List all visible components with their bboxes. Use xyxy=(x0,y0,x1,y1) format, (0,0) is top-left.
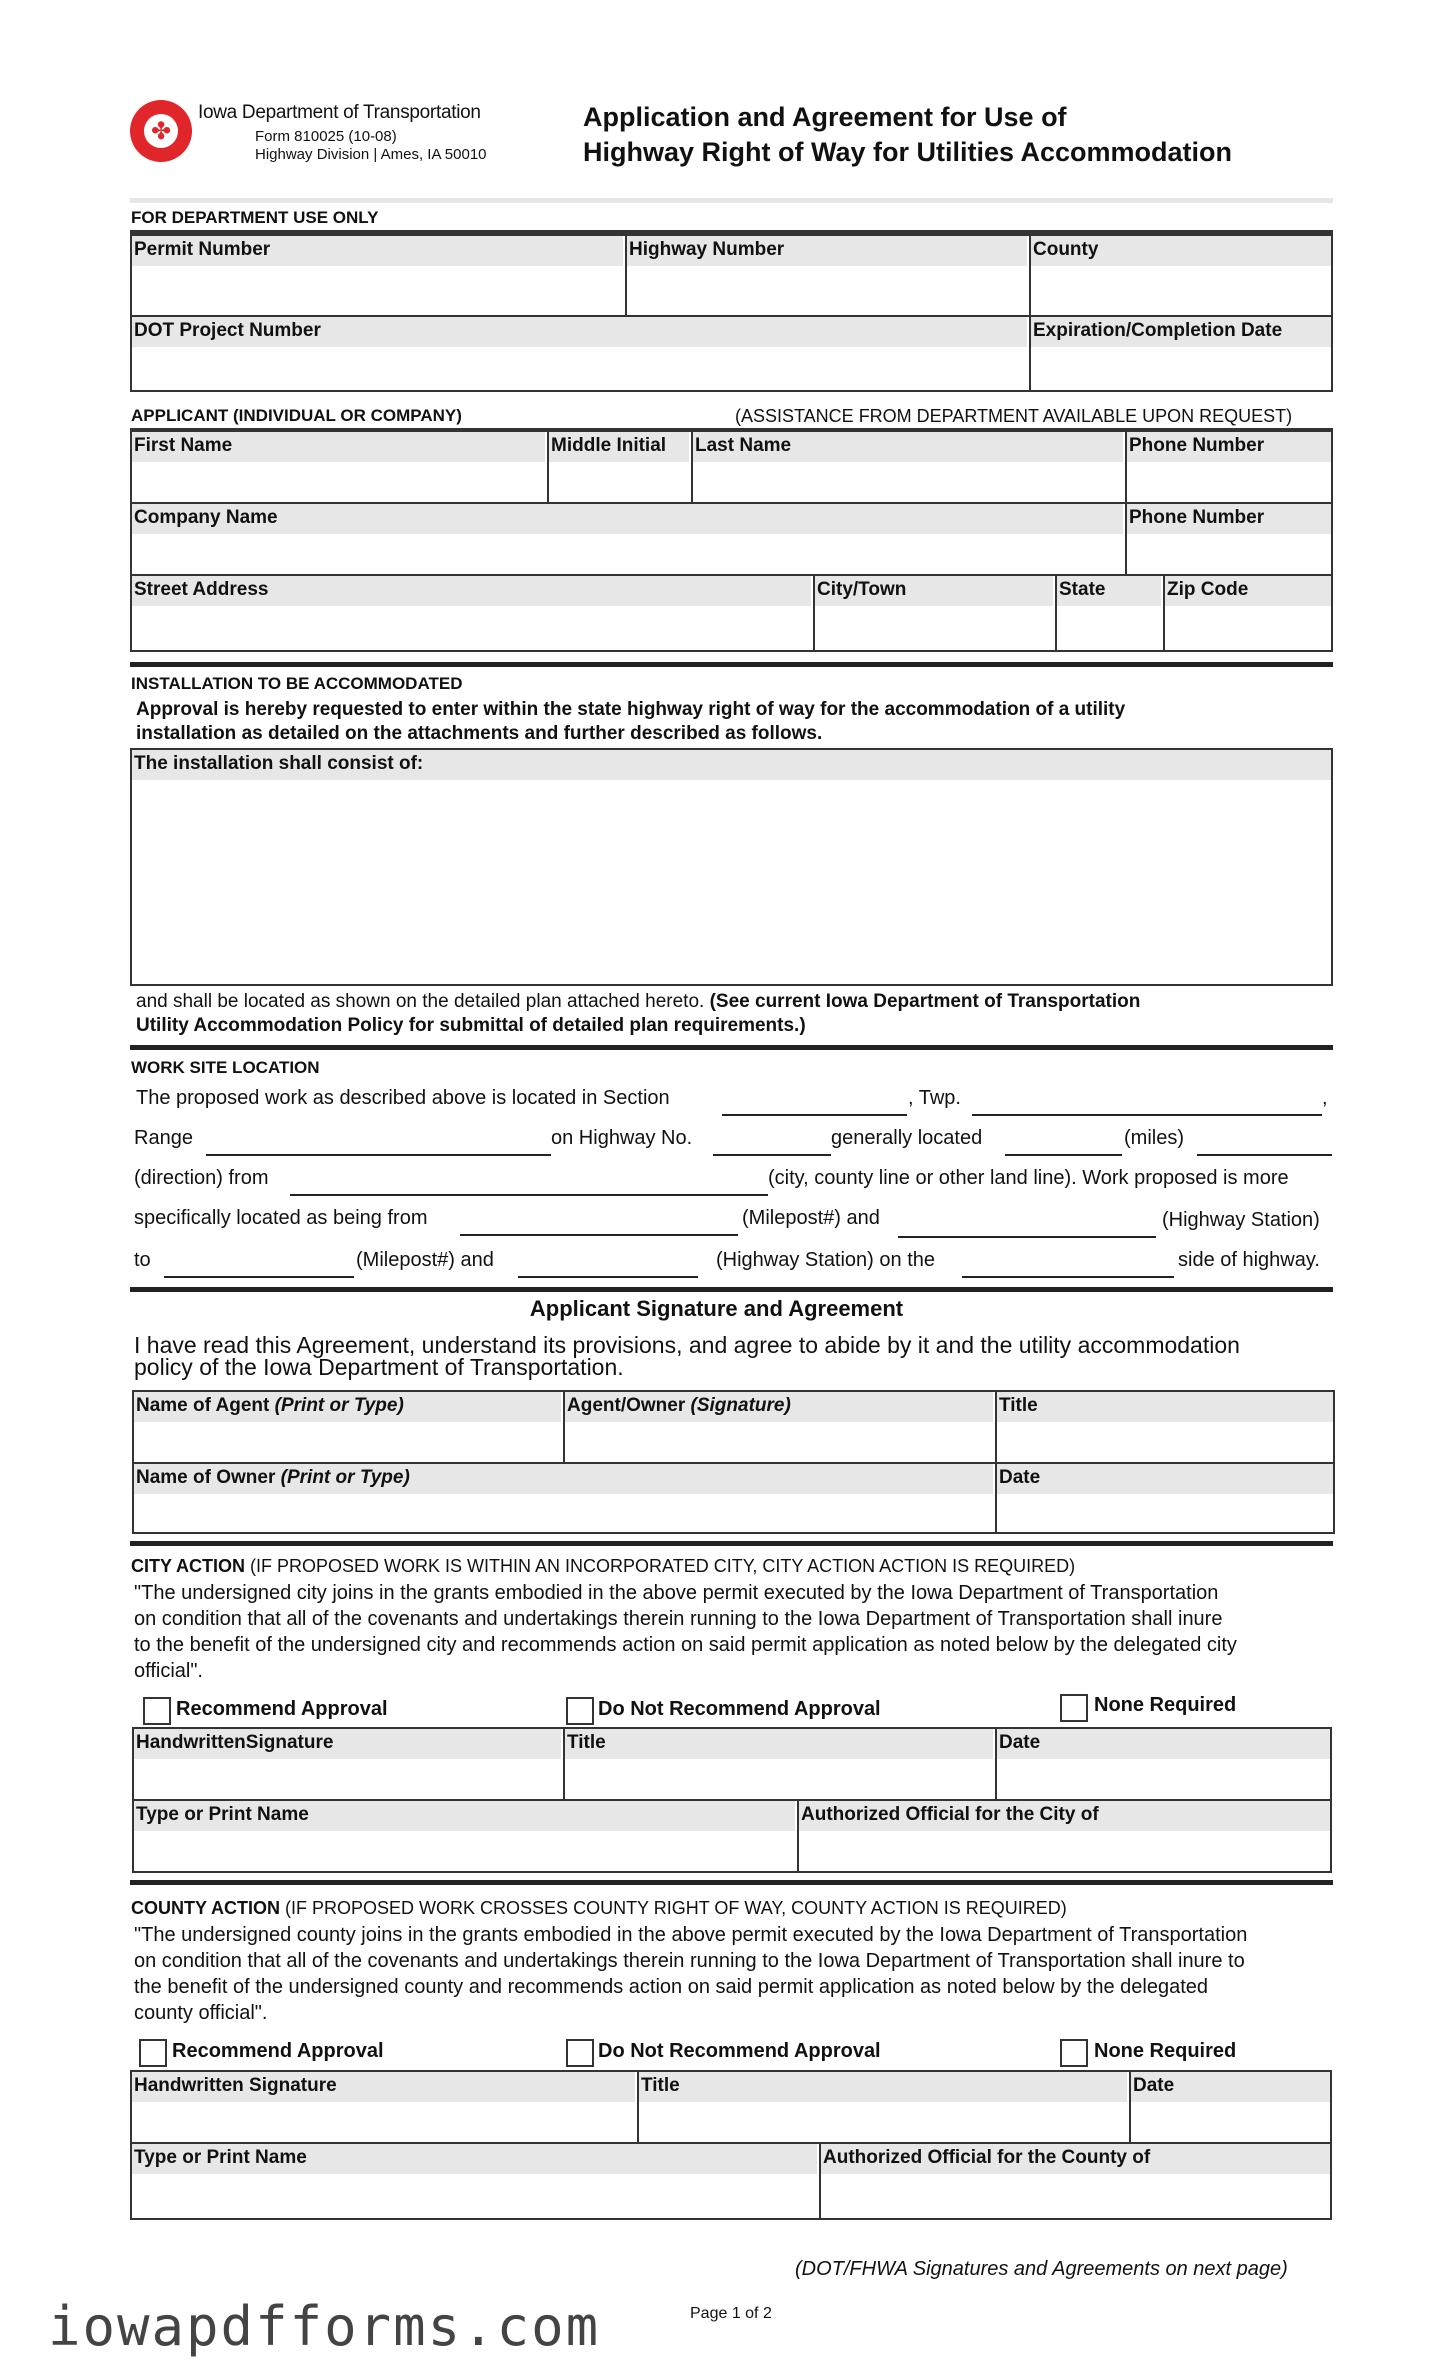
owner-name-label xyxy=(134,1464,993,1494)
county-field[interactable] xyxy=(1031,266,1331,314)
section-rule xyxy=(130,1541,1333,1546)
direction-input[interactable] xyxy=(1197,1154,1332,1156)
first-name-field[interactable] xyxy=(132,462,545,502)
agent-owner-signature-field[interactable] xyxy=(565,1422,993,1462)
county-action-text-line: "The undersigned county joins in the grants embodied in the above permit executed by the Iowa Department of Transportation xyxy=(134,1924,1248,1946)
county-date-label: Date xyxy=(1131,2072,1330,2102)
company-name-label: Company Name xyxy=(132,504,1123,534)
city-action-text-line: official". xyxy=(134,1660,203,1682)
county-handwritten-signature-label: Handwritten Signature xyxy=(132,2072,635,2102)
work-site-text: (direction) from xyxy=(134,1167,269,1189)
county-action-text-line: county official". xyxy=(134,2002,268,2024)
expiration-date-label: Expiration/Completion Date xyxy=(1031,317,1331,347)
signature-heading: Applicant Signature and Agreement xyxy=(529,1296,904,1321)
installation-box xyxy=(130,748,1333,986)
phone-number-field-2[interactable] xyxy=(1127,534,1331,574)
county-print-name-field[interactable] xyxy=(132,2174,817,2218)
county-action-heading-note: (IF PROPOSED WORK CROSSES COUNTY RIGHT OF WAY, COUNTY ACTION IS REQUIRED) xyxy=(285,1898,1067,1918)
signature-date-label: Date xyxy=(997,1464,1333,1494)
street-address-label: Street Address xyxy=(132,576,811,606)
installation-consist-label: The installation shall consist of: xyxy=(132,750,1331,780)
work-site-text: (Highway Station) on the xyxy=(716,1249,936,1271)
county-recommend-approval-checkbox[interactable] xyxy=(139,2039,167,2067)
city-date-label: Date xyxy=(997,1729,1330,1759)
range-input[interactable] xyxy=(206,1154,551,1156)
installation-plan-note xyxy=(136,990,1331,1038)
city-action-text xyxy=(134,1580,1237,1684)
city-recommend-approval-checkbox[interactable] xyxy=(143,1697,171,1725)
county-authorized-official-label: Authorized Official for the County of xyxy=(821,2144,1330,2174)
highway-number-label: Highway Number xyxy=(627,236,1027,266)
city-authorized-official-field[interactable] xyxy=(799,1831,1330,1871)
section-rule xyxy=(130,1287,1333,1292)
agent-name-label-note: (Print or Type) xyxy=(274,1395,404,1416)
phone-number-field-1[interactable] xyxy=(1127,462,1331,502)
city-action-heading xyxy=(131,1556,1075,1577)
installation-intro-line-2: installation as detailed on the attachments and further described as follows. xyxy=(136,723,823,744)
county-label: County xyxy=(1031,236,1331,266)
signature-title-label: Title xyxy=(997,1392,1333,1422)
state-field[interactable] xyxy=(1057,606,1161,652)
work-site-text: , Twp. xyxy=(908,1087,961,1109)
from-milepost-input[interactable] xyxy=(460,1234,738,1236)
phone-number-label-2: Phone Number xyxy=(1127,504,1331,534)
twp-input[interactable] xyxy=(972,1114,1322,1116)
next-page-note: (DOT/FHWA Signatures and Agreements on next page) xyxy=(795,2258,1288,2280)
section-rule xyxy=(130,662,1333,667)
county-handwritten-signature-field[interactable] xyxy=(132,2102,635,2142)
work-site-text: Range xyxy=(134,1127,193,1149)
dot-project-number-field[interactable] xyxy=(132,347,1027,392)
work-site-text: generally located xyxy=(831,1127,983,1149)
city-action-heading-note: (IF PROPOSED WORK IS WITHIN AN INCORPORATED CITY, CITY ACTION ACTION IS REQUIRED) xyxy=(250,1556,1076,1576)
title-line-1: Application and Agreement for Use of xyxy=(583,102,1067,132)
permit-number-field[interactable] xyxy=(132,266,623,314)
city-none-required-label: None Required xyxy=(1094,1694,1237,1716)
signature-text-line-1: I have read this Agreement, understand its provisions, and agree to abide by it and the utility accommodation xyxy=(134,1332,1240,1358)
work-site-text: (Highway Station) xyxy=(1162,1209,1320,1231)
last-name-field[interactable] xyxy=(693,462,1123,502)
middle-initial-label: Middle Initial xyxy=(549,432,689,462)
city-town-field[interactable] xyxy=(815,606,1053,652)
work-site-text: specifically located as being from xyxy=(134,1207,428,1229)
work-site-text: side of highway. xyxy=(1178,1249,1320,1271)
agent-name-label-text: Name of Agent xyxy=(136,1395,270,1416)
city-authorized-official-label: Authorized Official for the City of xyxy=(799,1801,1330,1831)
city-action-text-line: on condition that all of the covenants and undertakings therein running to the Iowa Department of Transportation shall inure xyxy=(134,1608,1223,1630)
dot-project-number-label: DOT Project Number xyxy=(132,317,1027,347)
work-site-text: (city, county line or other land line). Work proposed is more xyxy=(768,1167,1289,1189)
title-line-2: Highway Right of Way for Utilities Accommodation xyxy=(583,137,1233,167)
agent-owner-signature-label xyxy=(565,1392,993,1422)
county-action-heading-text: COUNTY ACTION xyxy=(131,1898,281,1918)
city-title-label: Title xyxy=(565,1729,993,1759)
city-none-required-checkbox[interactable] xyxy=(1060,1694,1088,1722)
to-station-input[interactable] xyxy=(518,1276,698,1278)
signature-box xyxy=(132,1390,1335,1534)
signature-title-field[interactable] xyxy=(997,1422,1333,1462)
page-number: Page 1 of 2 xyxy=(690,2305,772,2322)
county-authorized-official-field[interactable] xyxy=(821,2174,1330,2218)
county-print-name-label: Type or Print Name xyxy=(132,2144,817,2174)
state-label: State xyxy=(1057,576,1161,606)
section-rule xyxy=(130,1880,1333,1885)
installation-intro xyxy=(136,698,1125,746)
miles-input[interactable] xyxy=(1005,1154,1122,1156)
county-action-text-line: on condition that all of the covenants and undertakings therein running to the Iowa Department of Transportation shall inure to xyxy=(134,1950,1245,1972)
signature-agreement-text xyxy=(134,1334,1240,1378)
division-address: Highway Division | Ames, IA 50010 xyxy=(255,146,487,163)
agent-owner-label-text: Agent/Owner xyxy=(567,1395,686,1416)
city-town-label: City/Town xyxy=(815,576,1053,606)
city-action-text-line: "The undersigned city joins in the grants embodied in the above permit executed by the Iowa Department of Transportation xyxy=(134,1582,1219,1604)
to-milepost-input[interactable] xyxy=(164,1276,354,1278)
assistance-note: (ASSISTANCE FROM DEPARTMENT AVAILABLE UPON REQUEST) xyxy=(735,406,1293,426)
county-action-text xyxy=(134,1922,1247,2026)
county-title-field[interactable] xyxy=(639,2102,1127,2142)
work-site-text: on Highway No. xyxy=(551,1127,693,1149)
from-location-input[interactable] xyxy=(290,1194,768,1196)
header-divider xyxy=(130,198,1333,203)
middle-initial-field[interactable] xyxy=(549,462,689,502)
installation-plan-note-bold-2: Utility Accommodation Policy for submittal of detailed plan requirements.) xyxy=(136,1015,806,1036)
section-input[interactable] xyxy=(722,1114,907,1116)
city-handwritten-signature-label: HandwrittenSignature xyxy=(134,1729,561,1759)
city-action-text-line: to the benefit of the undersigned city and recommends action on said permit application as noted below by the delegated city xyxy=(134,1634,1237,1656)
first-name-label: First Name xyxy=(132,432,545,462)
installation-plan-note-text: and shall be located as shown on the detailed plan attached hereto. xyxy=(136,991,705,1012)
expiration-date-field[interactable] xyxy=(1031,347,1331,392)
phone-number-label-1: Phone Number xyxy=(1127,432,1331,462)
work-site-text: to xyxy=(134,1249,151,1271)
signature-date-field[interactable] xyxy=(997,1494,1333,1532)
section-rule xyxy=(130,1045,1333,1050)
last-name-label: Last Name xyxy=(693,432,1123,462)
city-date-field[interactable] xyxy=(997,1759,1330,1799)
dept-use-heading: FOR DEPARTMENT USE ONLY xyxy=(131,208,379,227)
county-date-field[interactable] xyxy=(1131,2102,1330,2142)
county-action-heading xyxy=(131,1898,1067,1919)
applicant-box xyxy=(130,428,1333,652)
from-station-input[interactable] xyxy=(898,1236,1156,1238)
work-site-heading: WORK SITE LOCATION xyxy=(131,1058,320,1077)
county-do-not-recommend-label: Do Not Recommend Approval xyxy=(598,2040,881,2062)
installation-heading: INSTALLATION TO BE ACCOMMODATED xyxy=(131,674,463,693)
installation-intro-line-1: Approval is hereby requested to enter within the state highway right of way for the accommodation of a utility xyxy=(136,699,1126,720)
county-action-text-line: the benefit of the undersigned county and recommends action on said permit application as noted below by the delegated xyxy=(134,1976,1209,1998)
applicant-heading: APPLICANT (INDIVIDUAL OR COMPANY) xyxy=(131,406,462,425)
city-action-box xyxy=(132,1727,1332,1873)
city-do-not-recommend-label: Do Not Recommend Approval xyxy=(598,1698,881,1720)
owner-name-field[interactable] xyxy=(134,1494,993,1532)
county-title-label: Title xyxy=(639,2072,1127,2102)
county-do-not-recommend-checkbox[interactable] xyxy=(566,2039,594,2067)
signature-text-line-2: policy of the Iowa Department of Transportation. xyxy=(134,1354,624,1380)
agent-name-field[interactable] xyxy=(134,1422,561,1462)
side-of-highway-input[interactable] xyxy=(962,1276,1174,1278)
agent-name-label xyxy=(134,1392,561,1422)
highway-no-input[interactable] xyxy=(713,1154,831,1156)
street-address-field[interactable] xyxy=(132,606,811,652)
work-site-text: , xyxy=(1322,1087,1328,1109)
agent-owner-label-note: (Signature) xyxy=(690,1395,791,1416)
form-title xyxy=(583,100,1232,170)
city-recommend-approval-label: Recommend Approval xyxy=(176,1698,388,1720)
owner-name-label-text: Name of Owner xyxy=(136,1467,276,1488)
county-none-required-label: None Required xyxy=(1094,2040,1237,2062)
highway-number-field[interactable] xyxy=(627,266,1027,314)
work-site-text: (Milepost#) and xyxy=(356,1249,494,1271)
owner-name-label-note: (Print or Type) xyxy=(280,1467,410,1488)
city-action-heading-text: CITY ACTION xyxy=(131,1556,246,1576)
dept-use-box xyxy=(130,230,1333,392)
city-print-name-field[interactable] xyxy=(134,1831,795,1871)
county-recommend-approval-label: Recommend Approval xyxy=(172,2040,384,2062)
city-print-name-label: Type or Print Name xyxy=(134,1801,795,1831)
form-number: Form 810025 (10-08) xyxy=(255,128,397,145)
company-name-field[interactable] xyxy=(132,534,1123,574)
agency-name: Iowa Department of Transportation xyxy=(198,102,481,123)
installation-plan-note-bold-1: (See current Iowa Department of Transportation xyxy=(709,991,1141,1012)
work-site-text: The proposed work as described above is located in Section xyxy=(136,1087,670,1109)
county-action-box xyxy=(130,2070,1332,2220)
iowa-dot-logo-icon: ✤ xyxy=(130,100,192,162)
zip-code-label: Zip Code xyxy=(1165,576,1331,606)
city-do-not-recommend-checkbox[interactable] xyxy=(566,1697,594,1725)
work-site-text: (Milepost#) and xyxy=(742,1207,880,1229)
watermark: iowapdfforms.com xyxy=(48,2295,601,2358)
work-site-text: (miles) xyxy=(1124,1127,1184,1149)
installation-description-field[interactable] xyxy=(132,780,1331,984)
zip-code-field[interactable] xyxy=(1165,606,1331,652)
city-handwritten-signature-field[interactable] xyxy=(134,1759,561,1799)
permit-number-label: Permit Number xyxy=(132,236,623,266)
city-title-field[interactable] xyxy=(565,1759,993,1799)
county-none-required-checkbox[interactable] xyxy=(1060,2039,1088,2067)
